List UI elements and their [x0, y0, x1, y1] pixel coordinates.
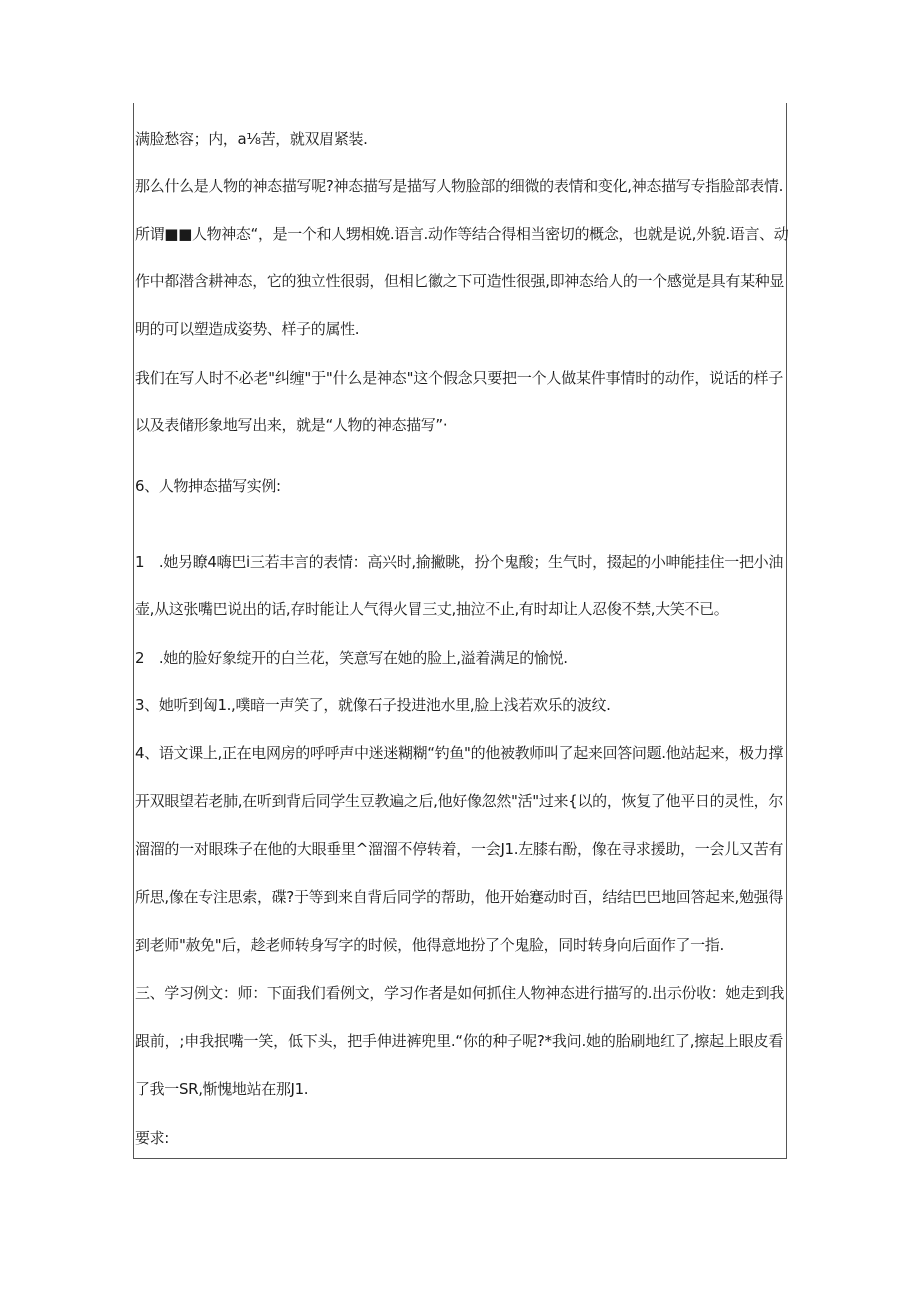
text-line-7: 以及表储形象地写出来，就是“人物的神态描写”·: [135, 416, 448, 434]
text-line-21: 要求:: [135, 1129, 170, 1147]
text-line-12: 3、她听到匈1.,噗暗一声笑了，就像石子投进池水里,脸上浅若欢乐的波纹.: [135, 696, 611, 714]
text-line-14: 开双眼望若老肺,在听到背后同学生豆教遍之后,他好像忽然"活"过来{以的，恢复了他平日的灵性，尔: [135, 792, 783, 810]
text-line-13: 4、语文课上,正在电网房的呼呼声中迷迷糊糊“钓鱼"的他被教师叫了起来回答问题.他站起来，极力撑: [135, 744, 783, 762]
text-line-11: 2 .她的脸好象绽开的白兰花，笑意写在她的脸上,溢着满足的愉悦.: [135, 649, 568, 667]
text-line-6: 我们在写人时不必老"纠缠"于"什么是神态"这个假念只要把一个人做某件事情时的动作，说话的样子: [135, 369, 783, 387]
text-line-18: 三、学习例文：师：下面我们看例文，学习作者是如何抓住人物神态进行描写的.出示份收：她走到我: [135, 984, 785, 1002]
text-line-1: 满脸愁容；内，a⅛苦，就双眉紧装.: [135, 130, 368, 148]
text-line-16: 所思,像在专注思索，碟?于等到来自背后同学的帮助，他开始蹇动时百，结结巴巴地回答起来,勉强得: [135, 888, 783, 906]
text-line-19: 跟前，;申我抿嘴一笑，低下头，把手伸进裤兜里.“你的种子呢?*我问.她的胎刷地红了,擦起上眼皮看: [135, 1032, 783, 1050]
text-line-3: 所谓■■人物神态“，是一个和人甥相娩.语言.动作等结合得相当密切的概念，也就是说,外貌.语言、动: [135, 225, 789, 243]
text-line-10: 壶,从这张嘴巴说出的话,存时能让人气得火冒三丈,抽泣不止,有时却让人忍俊不禁,大笑不已。: [135, 600, 729, 618]
text-line-8: 6、人物抻态描写实例:: [135, 477, 281, 495]
text-line-5: 明的可以塑造成姿势、样子的属性.: [135, 320, 360, 338]
text-line-9: 1 .她另瞭4嗨巴i三若丰言的表情：高兴时,揄撇眺，扮个鬼酸；生气时，掇起的小呻能挂住一把小油: [135, 553, 783, 571]
text-line-15: 溜溜的一对眼珠子在他的大眼垂里^溜溜不停转着，一会J1.左膝右酚，像在寻求援助，一会儿又苦有: [135, 840, 783, 858]
text-line-2: 那么什么是人物的神态描写呢?神态描写是描写人物脸部的细微的表情和变化,神态描写专指脸部表情.: [135, 177, 783, 195]
text-line-17: 到老师"赦免"后，趁老师转身写字的时候，他得意地扮了个鬼脸，同时转身向后面作了一指.: [135, 936, 724, 954]
text-line-4: 作中都潜含耕神态，它的独立性很弱，但相匕徽之下可造性很强,即神态给人的一个感觉是具有某种显: [135, 272, 785, 290]
text-line-20: 了我一SR,惭愧地站在那J1.: [135, 1080, 309, 1098]
